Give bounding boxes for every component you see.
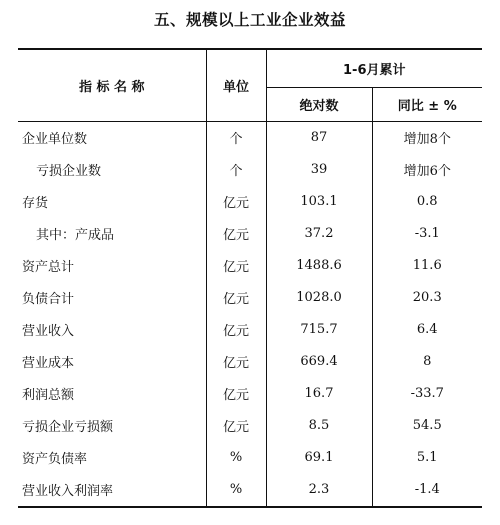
table-row	[18, 282, 482, 314]
table-row	[18, 121, 482, 154]
row-unit: 个	[206, 154, 266, 186]
row-value: 8.5	[266, 410, 372, 442]
row-name: 资产总计	[22, 260, 75, 275]
page-title: 五、规模以上工业企业效益	[153, 11, 346, 29]
row-value: 1028.0	[266, 282, 372, 314]
table-row	[18, 346, 482, 378]
row-unit: 亿元	[206, 250, 266, 282]
header-absolute: 绝对数	[266, 87, 372, 121]
row-value: 39	[266, 154, 372, 186]
row-yoy: -33.7	[372, 378, 482, 410]
row-name: 亏损企业数	[36, 164, 102, 179]
table-row	[18, 378, 482, 410]
row-name: 资产负债率	[22, 452, 88, 467]
row-yoy: 11.6	[372, 250, 482, 282]
table-row	[18, 250, 482, 282]
table-row	[18, 218, 482, 250]
table-body	[18, 121, 482, 507]
row-name: 其中：产成品	[36, 228, 115, 243]
row-value: 2.3	[266, 474, 372, 507]
row-unit: %	[206, 474, 266, 507]
row-value: 1488.6	[266, 250, 372, 282]
row-unit: %	[206, 442, 266, 474]
table-row	[18, 474, 482, 507]
row-name: 存货	[22, 196, 49, 211]
row-value: 87	[266, 121, 372, 154]
row-yoy: 5.1	[372, 442, 482, 474]
row-value: 16.7	[266, 378, 372, 410]
row-value: 715.7	[266, 314, 372, 346]
row-yoy: 54.5	[372, 410, 482, 442]
row-name: 负债合计	[22, 292, 75, 307]
row-unit: 亿元	[206, 186, 266, 218]
row-unit: 亿元	[206, 218, 266, 250]
row-yoy: 增加6个	[372, 154, 482, 186]
header-unit: 单位	[206, 49, 266, 121]
header-indicator: 指 标 名 称	[18, 49, 206, 121]
header-yoy: 同比 ± %	[372, 87, 482, 121]
row-name: 亏损企业亏损额	[22, 420, 114, 435]
row-yoy: 0.8	[372, 186, 482, 218]
row-yoy: 6.4	[372, 314, 482, 346]
row-unit: 亿元	[206, 410, 266, 442]
row-value: 69.1	[266, 442, 372, 474]
row-unit: 亿元	[206, 346, 266, 378]
table-row	[18, 442, 482, 474]
table-row	[18, 154, 482, 186]
profit-table	[18, 48, 482, 508]
row-yoy: 增加8个	[372, 121, 482, 154]
row-yoy: -3.1	[372, 218, 482, 250]
row-value: 37.2	[266, 218, 372, 250]
row-unit: 亿元	[206, 378, 266, 410]
table-row	[18, 314, 482, 346]
row-value: 669.4	[266, 346, 372, 378]
header-period: 1-6月累计	[266, 49, 482, 87]
row-name: 营业收入	[22, 324, 75, 339]
row-name: 利润总额	[22, 388, 75, 403]
row-yoy: 8	[372, 346, 482, 378]
row-name: 营业收入利润率	[18, 474, 206, 507]
row-yoy: -1.4	[372, 474, 482, 507]
row-unit: 亿元	[206, 282, 266, 314]
row-yoy: 20.3	[372, 282, 482, 314]
row-value: 103.1	[266, 186, 372, 218]
row-unit: 亿元	[206, 314, 266, 346]
table-row	[18, 410, 482, 442]
row-name: 营业成本	[22, 356, 75, 371]
table-row	[18, 186, 482, 218]
row-unit: 个	[206, 121, 266, 154]
row-name: 企业单位数	[22, 132, 88, 147]
